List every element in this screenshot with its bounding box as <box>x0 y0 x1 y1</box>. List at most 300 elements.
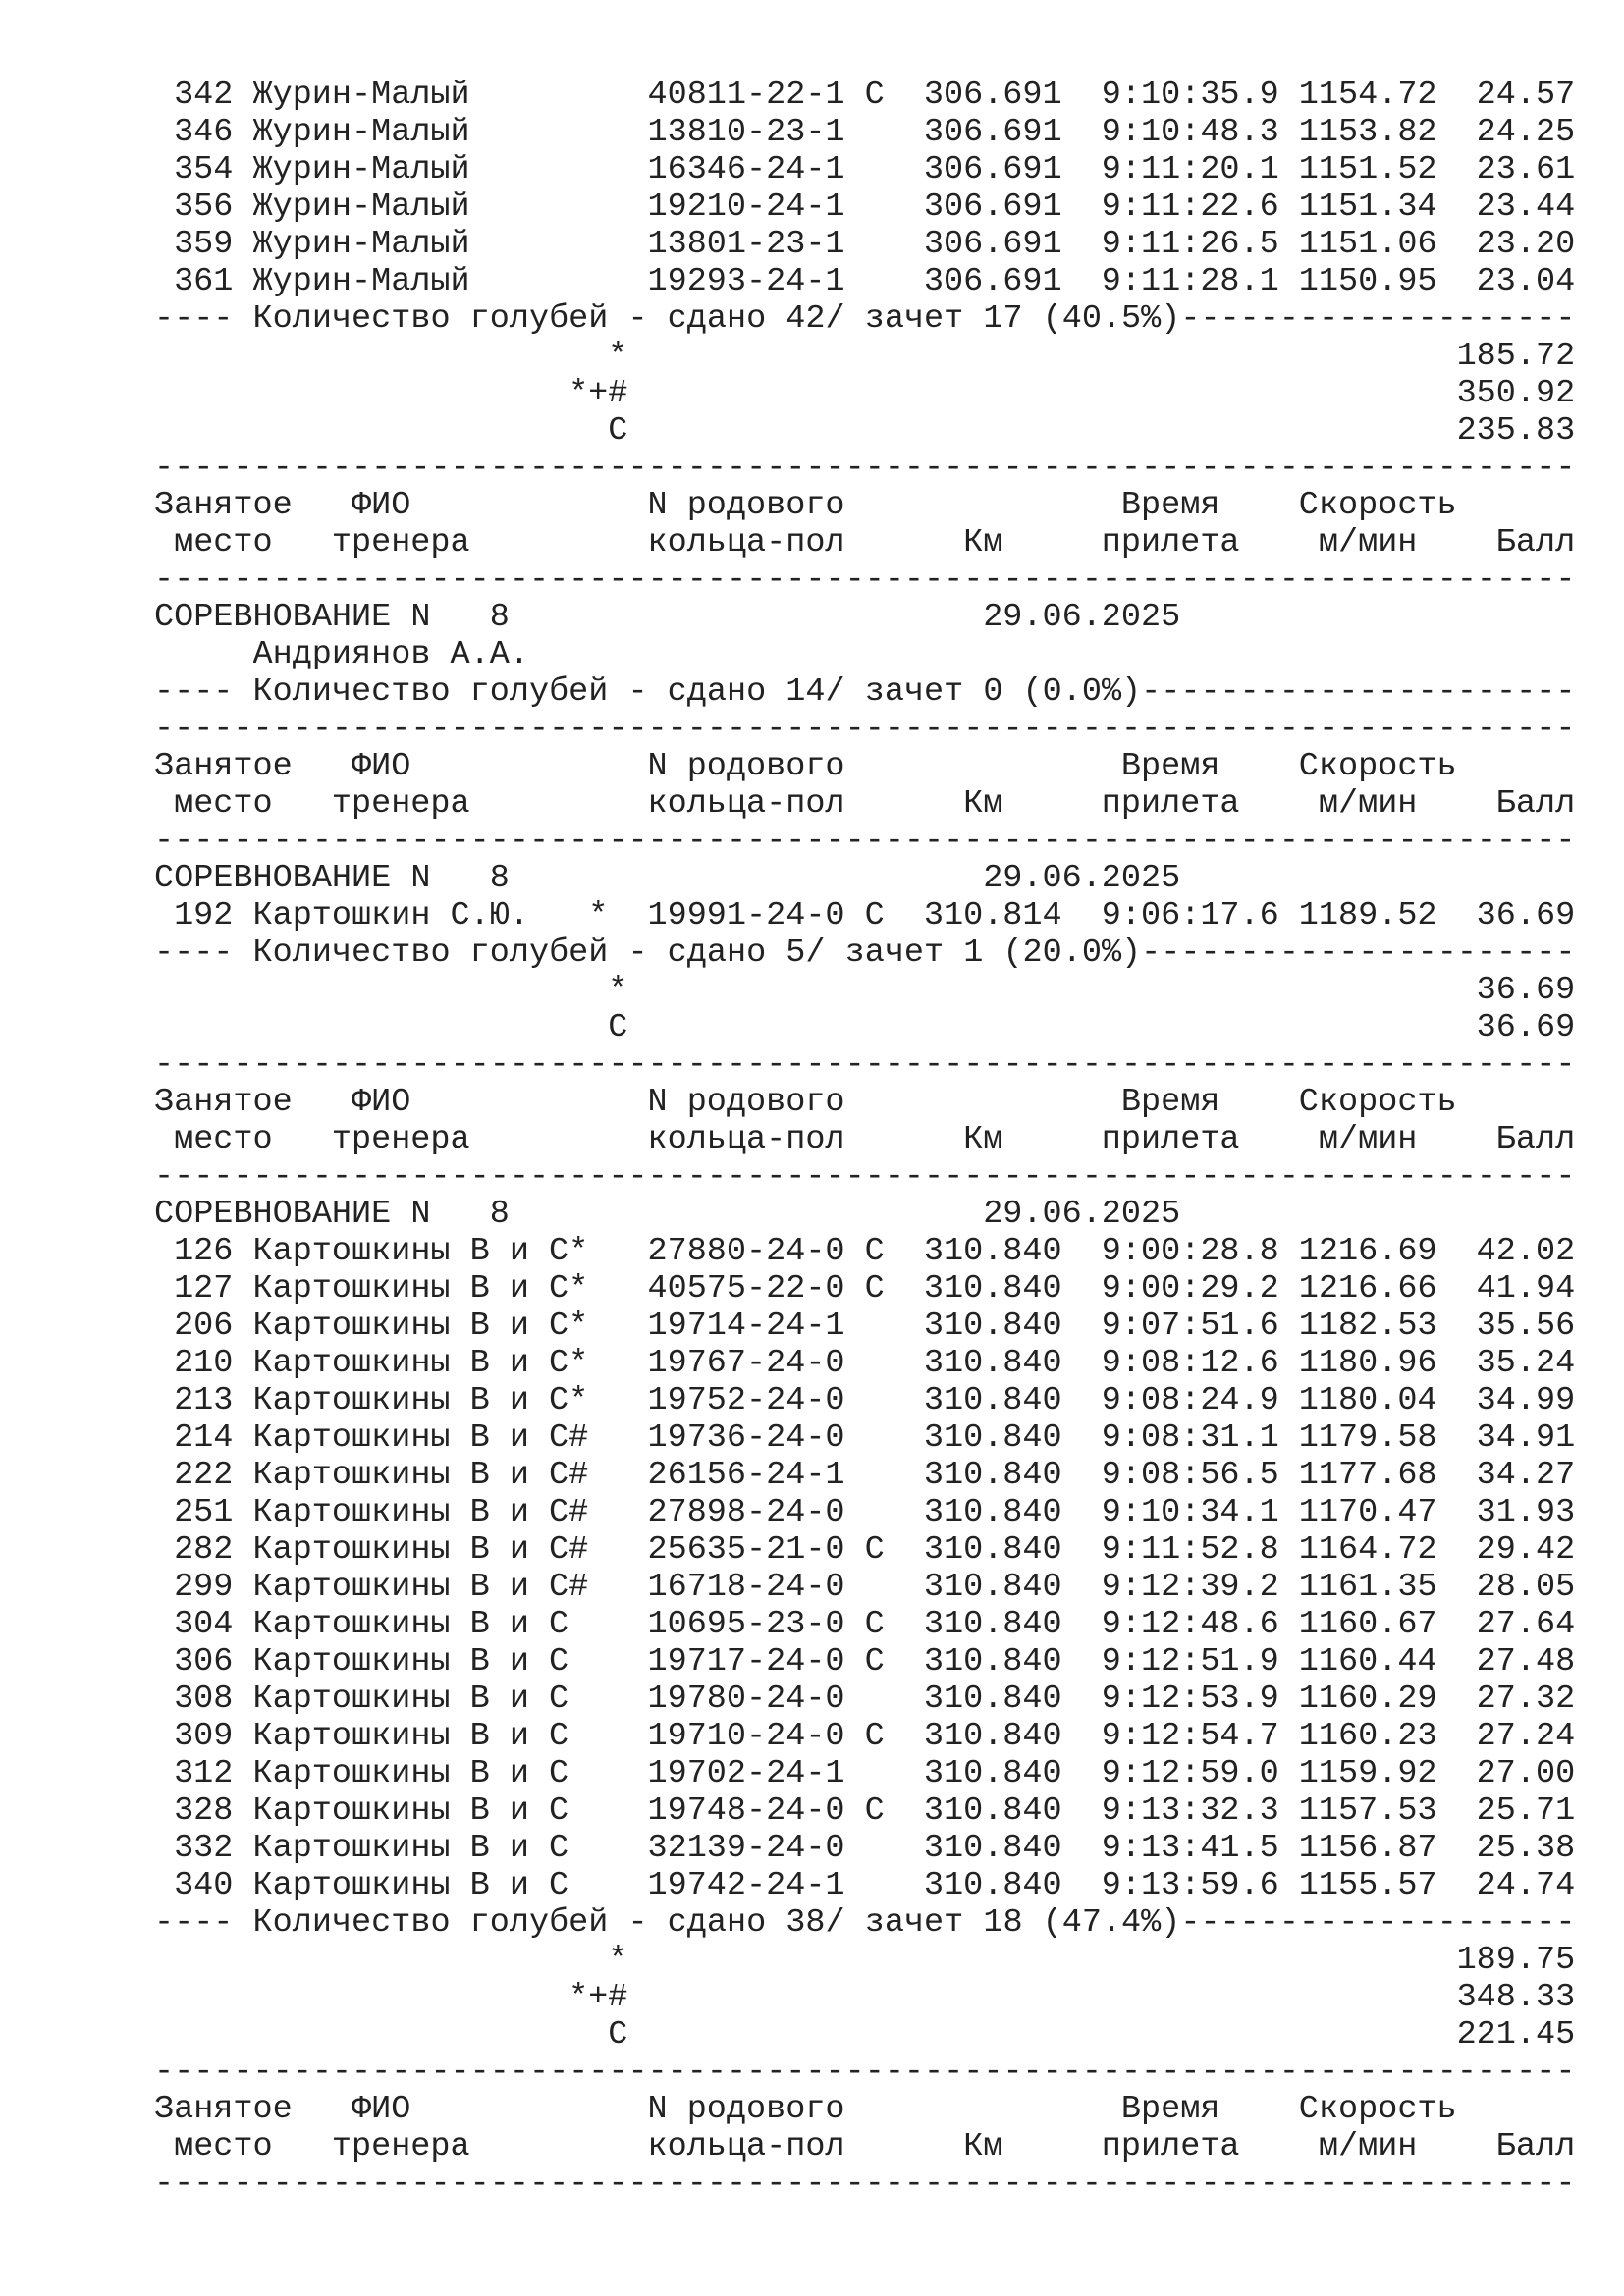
distance-km: 306.691 <box>923 151 1062 188</box>
speed: 1216.69 <box>1298 1233 1437 1270</box>
points: 35.56 <box>1476 1308 1576 1345</box>
arrival-time: 9:00:29.2 <box>1101 1270 1279 1308</box>
table-row <box>154 1718 1588 1755</box>
speed: 1216.66 <box>1298 1270 1437 1308</box>
distance-km: 310.840 <box>923 1419 1062 1457</box>
sex: C <box>864 1792 885 1830</box>
points: 34.91 <box>1476 1419 1576 1457</box>
place: 306 <box>174 1643 234 1681</box>
place: 206 <box>174 1308 234 1345</box>
table-header-row-2 <box>154 785 1588 823</box>
trainer-name: Картошкины В и С <box>252 1830 569 1867</box>
arrival-time: 9:13:41.5 <box>1101 1830 1279 1867</box>
divider <box>154 561 1588 599</box>
points: 23.44 <box>1476 188 1576 226</box>
subtotal-symbol: C <box>608 412 628 450</box>
table-row <box>154 114 1588 151</box>
arrival-time: 9:08:31.1 <box>1101 1419 1279 1457</box>
competition-date: 29.06.2025 <box>983 599 1181 636</box>
score-subtotal <box>154 1979 1588 2016</box>
divider <box>154 711 1588 748</box>
header-name: тренера <box>331 524 470 561</box>
trainer-name: Картошкины В и С# <box>252 1494 589 1531</box>
ring-number: 25635-21-0 <box>647 1531 845 1569</box>
divider <box>154 1158 1588 1196</box>
distance-km: 306.691 <box>923 114 1062 151</box>
divider-line: ------------------------------------------------------------------------ <box>154 1158 1576 1196</box>
speed: 1160.23 <box>1298 1718 1437 1755</box>
place: 213 <box>174 1382 234 1419</box>
distance-km: 310.840 <box>923 1494 1062 1531</box>
header-speed: Скорость <box>1298 1084 1457 1121</box>
competition-date: 29.06.2025 <box>983 1196 1181 1233</box>
trainer-name: Картошкины В и С <box>252 1755 569 1792</box>
header-ring: кольца-пол <box>647 2128 845 2165</box>
header-time: Время <box>1120 748 1220 785</box>
speed: 1182.53 <box>1298 1308 1437 1345</box>
distance-km: 310.840 <box>923 1382 1062 1419</box>
table-row <box>154 263 1588 300</box>
divider <box>154 450 1588 487</box>
table-header-row-1 <box>154 487 1588 524</box>
competition-number: 8 <box>489 860 510 897</box>
distance-km: 310.840 <box>923 1531 1062 1569</box>
distance-km: 310.840 <box>923 1681 1062 1718</box>
ring-number: 19767-24-0 <box>647 1345 845 1382</box>
pigeon-count-summary <box>154 673 1588 711</box>
header-time: прилета <box>1101 2128 1240 2165</box>
trainer-name: Картошкины В и С# <box>252 1419 589 1457</box>
header-place: Занятое <box>154 487 293 524</box>
speed: 1179.58 <box>1298 1419 1437 1457</box>
points: 31.93 <box>1476 1494 1576 1531</box>
arrival-time: 9:12:54.7 <box>1101 1718 1279 1755</box>
divider-line: ------------------------------------------------------------------------ <box>154 450 1576 487</box>
place: 354 <box>174 151 234 188</box>
table-row <box>154 1345 1588 1382</box>
score-subtotal <box>154 1942 1588 1979</box>
points: 28.05 <box>1476 1569 1576 1606</box>
ring-number: 10695-23-0 <box>647 1606 845 1643</box>
points: 24.25 <box>1476 114 1576 151</box>
ring-number: 19748-24-0 <box>647 1792 845 1830</box>
header-name: тренера <box>331 1121 470 1158</box>
header-name: тренера <box>331 785 470 823</box>
header-ring: N родового <box>647 748 845 785</box>
table-row <box>154 151 1588 188</box>
speed: 1189.52 <box>1298 897 1437 934</box>
header-time: прилета <box>1101 524 1240 561</box>
table-row <box>154 1830 1588 1867</box>
points: 35.24 <box>1476 1345 1576 1382</box>
header-speed: м/мин <box>1318 524 1418 561</box>
header-km: Км <box>963 1121 1003 1158</box>
distance-km: 310.840 <box>923 1792 1062 1830</box>
arrival-time: 9:12:59.0 <box>1101 1755 1279 1792</box>
speed: 1153.82 <box>1298 114 1437 151</box>
ring-number: 27898-24-0 <box>647 1494 845 1531</box>
distance-km: 306.691 <box>923 77 1062 114</box>
speed: 1160.67 <box>1298 1606 1437 1643</box>
table-row <box>154 1419 1588 1457</box>
place: 304 <box>174 1606 234 1643</box>
arrival-time: 9:13:59.6 <box>1101 1867 1279 1904</box>
table-row <box>154 226 1588 263</box>
divider <box>154 2054 1588 2091</box>
competition-number: 8 <box>489 599 510 636</box>
distance-km: 310.814 <box>923 897 1062 934</box>
sex: C <box>864 1606 885 1643</box>
ring-number: 16718-24-0 <box>647 1569 845 1606</box>
points: 42.02 <box>1476 1233 1576 1270</box>
subtotal-value: 189.75 <box>1456 1942 1576 1979</box>
ring-number: 27880-24-0 <box>647 1233 845 1270</box>
header-speed: Скорость <box>1298 748 1457 785</box>
table-header-row-2 <box>154 524 1588 561</box>
table-row <box>154 1643 1588 1681</box>
trainer-name: Картошкины В и С <box>252 1867 569 1904</box>
trainer-name: Картошкины В и С <box>252 1643 569 1681</box>
distance-km: 306.691 <box>923 263 1062 300</box>
trainer-name: Журин-Малый <box>252 188 470 226</box>
points: 25.38 <box>1476 1830 1576 1867</box>
place: 361 <box>174 263 234 300</box>
arrival-time: 9:13:32.3 <box>1101 1792 1279 1830</box>
distance-km: 310.840 <box>923 1643 1062 1681</box>
competition-number: 8 <box>489 1196 510 1233</box>
arrival-time: 9:12:51.9 <box>1101 1643 1279 1681</box>
speed: 1154.72 <box>1298 77 1437 114</box>
sex: C <box>864 1718 885 1755</box>
ring-number: 13810-23-1 <box>647 114 845 151</box>
header-time: Время <box>1120 2091 1220 2128</box>
subtotal-value: 235.83 <box>1456 412 1576 450</box>
subtotal-value: 185.72 <box>1456 338 1576 375</box>
table-header-row-2 <box>154 2128 1588 2165</box>
sex: C <box>864 897 885 934</box>
ring-number: 19710-24-0 <box>647 1718 845 1755</box>
place: 359 <box>174 226 234 263</box>
header-place: место <box>174 1121 273 1158</box>
divider <box>154 823 1588 860</box>
ring-number: 19742-24-1 <box>647 1867 845 1904</box>
points: 27.24 <box>1476 1718 1576 1755</box>
divider-line: ------------------------------------------------------------------------ <box>154 1046 1576 1084</box>
trainer-mark: * <box>588 897 609 934</box>
trainer-name: Картошкины В и С* <box>252 1233 589 1270</box>
place: 356 <box>174 188 234 226</box>
place: 251 <box>174 1494 234 1531</box>
header-place: место <box>174 524 273 561</box>
subtotal-symbol: * <box>608 972 628 1009</box>
competition-label: СОРЕВНОВАНИЕ N <box>154 1196 431 1233</box>
place: 299 <box>174 1569 234 1606</box>
header-place: Занятое <box>154 1084 293 1121</box>
header-ring: N родового <box>647 1084 845 1121</box>
score-subtotal <box>154 2016 1588 2054</box>
subtotal-symbol: C <box>608 2016 628 2054</box>
trainer-name: Журин-Малый <box>252 226 470 263</box>
header-km: Км <box>963 2128 1003 2165</box>
arrival-time: 9:08:56.5 <box>1101 1457 1279 1494</box>
trainer-name: Картошкины В и С <box>252 1792 569 1830</box>
arrival-time: 9:10:48.3 <box>1101 114 1279 151</box>
place: 214 <box>174 1419 234 1457</box>
arrival-time: 9:11:22.6 <box>1101 188 1279 226</box>
ring-number: 40575-22-0 <box>647 1270 845 1308</box>
subtotal-value: 36.69 <box>1476 972 1576 1009</box>
trainer-name: Картошкины В и С# <box>252 1569 589 1606</box>
header-ring: N родового <box>647 2091 845 2128</box>
trainer-name: Журин-Малый <box>252 263 470 300</box>
subtotal-value: 348.33 <box>1456 1979 1576 2016</box>
ring-number: 19293-24-1 <box>647 263 845 300</box>
ring-number: 26156-24-1 <box>647 1457 845 1494</box>
header-time: прилета <box>1101 785 1240 823</box>
table-row <box>154 1494 1588 1531</box>
trainer-name-line <box>154 636 1588 673</box>
points: 29.42 <box>1476 1531 1576 1569</box>
header-points: Балл <box>1495 1121 1576 1158</box>
header-time: Время <box>1120 487 1220 524</box>
speed: 1160.29 <box>1298 1681 1437 1718</box>
distance-km: 310.840 <box>923 1457 1062 1494</box>
header-points: Балл <box>1495 2128 1576 2165</box>
place: 222 <box>174 1457 234 1494</box>
arrival-time: 9:11:20.1 <box>1101 151 1279 188</box>
table-row <box>154 1681 1588 1718</box>
speed: 1180.96 <box>1298 1345 1437 1382</box>
header-name: ФИО <box>352 748 411 785</box>
speed: 1160.44 <box>1298 1643 1437 1681</box>
points: 27.00 <box>1476 1755 1576 1792</box>
speed: 1151.52 <box>1298 151 1437 188</box>
subtotal-symbol: * <box>608 338 628 375</box>
header-ring: N родового <box>647 487 845 524</box>
header-place: место <box>174 2128 273 2165</box>
summary-text: ---- Количество голубей - сдано 5/ зачет 1 (20.0%)---------------------- <box>154 934 1576 972</box>
points: 24.74 <box>1476 1867 1576 1904</box>
points: 23.04 <box>1476 263 1576 300</box>
table-header-row-1 <box>154 1084 1588 1121</box>
speed: 1180.04 <box>1298 1382 1437 1419</box>
header-place: Занятое <box>154 2091 293 2128</box>
speed: 1164.72 <box>1298 1531 1437 1569</box>
pigeon-count-summary <box>154 1904 1588 1942</box>
competition-header <box>154 1196 1588 1233</box>
speed: 1157.53 <box>1298 1792 1437 1830</box>
points: 36.69 <box>1476 897 1576 934</box>
ring-number: 19991-24-0 <box>647 897 845 934</box>
divider-line: ------------------------------------------------------------------------ <box>154 561 1576 599</box>
table-row <box>154 1457 1588 1494</box>
subtotal-symbol: *+# <box>568 375 628 412</box>
pigeon-count-summary <box>154 934 1588 972</box>
header-km: Км <box>963 785 1003 823</box>
arrival-time: 9:08:12.6 <box>1101 1345 1279 1382</box>
points: 27.48 <box>1476 1643 1576 1681</box>
score-subtotal <box>154 412 1588 450</box>
divider-line: ------------------------------------------------------------------------ <box>154 711 1576 748</box>
score-subtotal <box>154 338 1588 375</box>
pigeon-count-summary <box>154 300 1588 338</box>
trainer-name: Картошкины В и С <box>252 1681 569 1718</box>
header-speed: Скорость <box>1298 2091 1457 2128</box>
place: 127 <box>174 1270 234 1308</box>
place: 210 <box>174 1345 234 1382</box>
sex: C <box>864 1270 885 1308</box>
table-header-row-1 <box>154 748 1588 785</box>
table-row <box>154 1606 1588 1643</box>
arrival-time: 9:10:35.9 <box>1101 77 1279 114</box>
points: 23.61 <box>1476 151 1576 188</box>
distance-km: 310.840 <box>923 1233 1062 1270</box>
ring-number: 32139-24-0 <box>647 1830 845 1867</box>
speed: 1150.95 <box>1298 263 1437 300</box>
place: 328 <box>174 1792 234 1830</box>
subtotal-value: 350.92 <box>1456 375 1576 412</box>
ring-number: 40811-22-1 <box>647 77 845 114</box>
distance-km: 310.840 <box>923 1270 1062 1308</box>
trainer-name: Картошкины В и С* <box>252 1382 589 1419</box>
place: 332 <box>174 1830 234 1867</box>
distance-km: 306.691 <box>923 188 1062 226</box>
points: 41.94 <box>1476 1270 1576 1308</box>
arrival-time: 9:12:53.9 <box>1101 1681 1279 1718</box>
arrival-time: 9:11:26.5 <box>1101 226 1279 263</box>
arrival-time: 9:06:17.6 <box>1101 897 1279 934</box>
divider-line: ------------------------------------------------------------------------ <box>154 2165 1576 2203</box>
score-subtotal <box>154 375 1588 412</box>
distance-km: 310.840 <box>923 1867 1062 1904</box>
competition-date: 29.06.2025 <box>983 860 1181 897</box>
header-ring: кольца-пол <box>647 1121 845 1158</box>
arrival-time: 9:12:39.2 <box>1101 1569 1279 1606</box>
distance-km: 310.840 <box>923 1830 1062 1867</box>
speed: 1151.34 <box>1298 188 1437 226</box>
score-subtotal <box>154 972 1588 1009</box>
trainer-name: Картошкины В и С* <box>252 1345 589 1382</box>
ring-number: 13801-23-1 <box>647 226 845 263</box>
ring-number: 19736-24-0 <box>647 1419 845 1457</box>
score-subtotal <box>154 1009 1588 1046</box>
table-row <box>154 1233 1588 1270</box>
table-header-row-1 <box>154 2091 1588 2128</box>
distance-km: 310.840 <box>923 1569 1062 1606</box>
trainer-name: Картошкины В и С# <box>252 1531 589 1569</box>
speed: 1161.35 <box>1298 1569 1437 1606</box>
ring-number: 19702-24-1 <box>647 1755 845 1792</box>
ring-number: 16346-24-1 <box>647 151 845 188</box>
divider <box>154 2165 1588 2203</box>
points: 34.27 <box>1476 1457 1576 1494</box>
place: 308 <box>174 1681 234 1718</box>
header-km: Км <box>963 524 1003 561</box>
speed: 1159.92 <box>1298 1755 1437 1792</box>
place: 342 <box>174 77 234 114</box>
place: 340 <box>174 1867 234 1904</box>
subtotal-value: 221.45 <box>1456 2016 1576 2054</box>
points: 27.32 <box>1476 1681 1576 1718</box>
divider-line: ------------------------------------------------------------------------ <box>154 823 1576 860</box>
place: 309 <box>174 1718 234 1755</box>
table-row <box>154 188 1588 226</box>
header-name: ФИО <box>352 1084 411 1121</box>
subtotal-value: 36.69 <box>1476 1009 1576 1046</box>
trainer-name: Журин-Малый <box>252 114 470 151</box>
points: 25.71 <box>1476 1792 1576 1830</box>
header-speed: м/мин <box>1318 785 1418 823</box>
trainer-name: Картошкины В и С <box>252 1606 569 1643</box>
ring-number: 19752-24-0 <box>647 1382 845 1419</box>
distance-km: 306.691 <box>923 226 1062 263</box>
points: 24.57 <box>1476 77 1576 114</box>
header-name: тренера <box>331 2128 470 2165</box>
distance-km: 310.840 <box>923 1755 1062 1792</box>
header-speed: Скорость <box>1298 487 1457 524</box>
header-name: ФИО <box>352 2091 411 2128</box>
trainer-name: Андриянов А.А. <box>252 636 529 673</box>
subtotal-symbol: * <box>608 1942 628 1979</box>
speed: 1170.47 <box>1298 1494 1437 1531</box>
arrival-time: 9:00:28.8 <box>1101 1233 1279 1270</box>
ring-number: 19210-24-1 <box>647 188 845 226</box>
header-speed: м/мин <box>1318 1121 1418 1158</box>
ring-number: 19717-24-0 <box>647 1643 845 1681</box>
header-points: Балл <box>1495 524 1576 561</box>
header-time: Время <box>1120 1084 1220 1121</box>
header-ring: кольца-пол <box>647 785 845 823</box>
competition-label: СОРЕВНОВАНИЕ N <box>154 599 431 636</box>
trainer-name: Журин-Малый <box>252 151 470 188</box>
divider <box>154 1046 1588 1084</box>
speed: 1177.68 <box>1298 1457 1437 1494</box>
trainer-name: Картошкин С.Ю. <box>252 897 529 934</box>
summary-text: ---- Количество голубей - сдано 38/ зачет 18 (47.4%)-------------------- <box>154 1904 1576 1942</box>
place: 192 <box>174 897 234 934</box>
header-ring: кольца-пол <box>647 524 845 561</box>
speed: 1151.06 <box>1298 226 1437 263</box>
table-row <box>154 1382 1588 1419</box>
trainer-name: Картошкины В и С <box>252 1718 569 1755</box>
table-row <box>154 1792 1588 1830</box>
trainer-name: Картошкины В и С* <box>252 1308 589 1345</box>
ring-number: 19714-24-1 <box>647 1308 845 1345</box>
ring-number: 19780-24-0 <box>647 1681 845 1718</box>
competition-label: СОРЕВНОВАНИЕ N <box>154 860 431 897</box>
competition-header <box>154 860 1588 897</box>
divider-line: ------------------------------------------------------------------------ <box>154 2054 1576 2091</box>
arrival-time: 9:07:51.6 <box>1101 1308 1279 1345</box>
header-time: прилета <box>1101 1121 1240 1158</box>
place: 312 <box>174 1755 234 1792</box>
speed: 1155.57 <box>1298 1867 1437 1904</box>
sex: C <box>864 1531 885 1569</box>
arrival-time: 9:08:24.9 <box>1101 1382 1279 1419</box>
header-place: Занятое <box>154 748 293 785</box>
header-place: место <box>174 785 273 823</box>
place: 126 <box>174 1233 234 1270</box>
distance-km: 310.840 <box>923 1308 1062 1345</box>
points: 34.99 <box>1476 1382 1576 1419</box>
arrival-time: 9:11:28.1 <box>1101 263 1279 300</box>
subtotal-symbol: *+# <box>568 1979 628 2016</box>
results-printout <box>154 77 1588 2203</box>
trainer-name: Картошкины В и С* <box>252 1270 589 1308</box>
speed: 1156.87 <box>1298 1830 1437 1867</box>
points: 23.20 <box>1476 226 1576 263</box>
summary-text: ---- Количество голубей - сдано 14/ зачет 0 (0.0%)---------------------- <box>154 673 1576 711</box>
